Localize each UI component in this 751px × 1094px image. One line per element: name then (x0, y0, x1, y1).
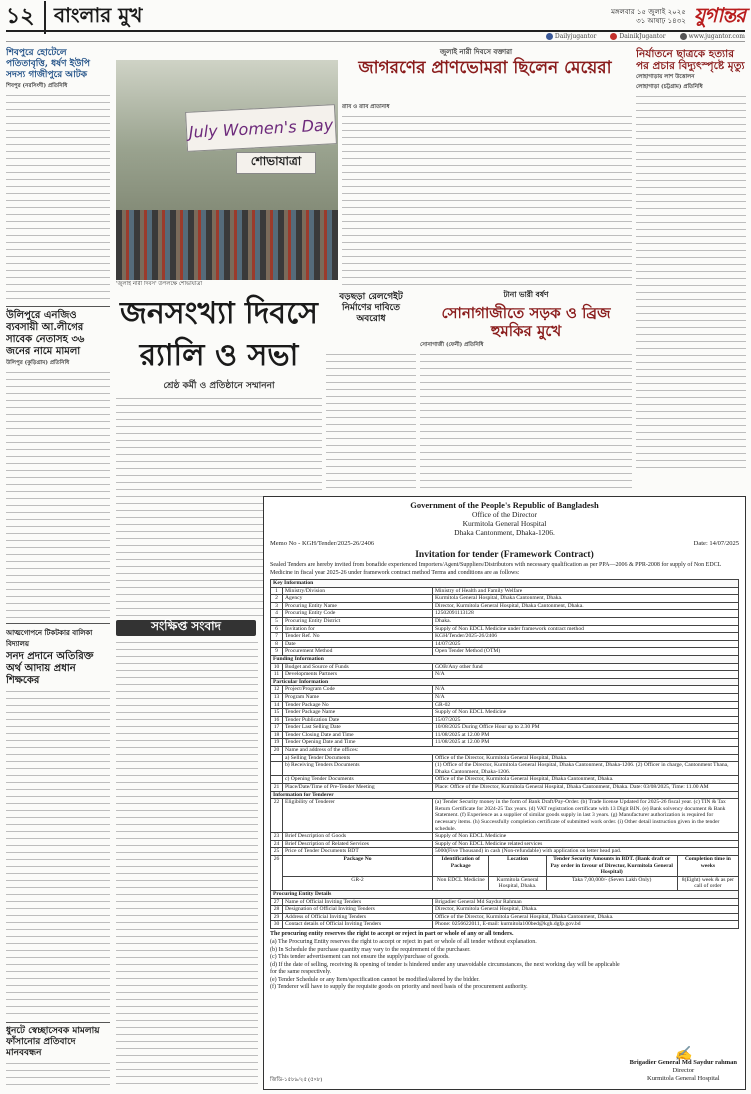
story-women-kicker: জুলাই নারী দিবসে বক্তারা (439, 47, 512, 56)
notice-intro: Sealed Tenders are hereby invited from bonafide experienced Importers/Agent/Suppliers/Distributors with necessary qualification as per PPA—2006 & PPR-2008 for supply of Non EDCL Medicine in fiscal year 2025-26 under framework contract method Terms and conditions are as follows: (270, 562, 722, 576)
women-day-photo (116, 60, 338, 280)
notice-term: (d) If the date of selling, receiving & opening of tender is hindered under any unavoidable circumstances, the next working day will be applicable for the same respectively. (270, 961, 620, 976)
story-dhunat-title[interactable]: ধুনটে স্বেচ্ছাসেবক মামলায় ফাঁসানোর প্রতিবাদে মানববন্ধন (6, 1026, 100, 1058)
notice-term: (b) In Schedule the purchase quantity may vary to the requirement of the purchaser. (270, 946, 471, 953)
table-row: 22 Eligibility of Tenderer (a) Tender Security money in the form of Bank Draft/Pay-Order. (b) Trade license Updated for 2025-26 fiscal year. (c) TIN & Tax Return Certificate for 2024-25 Tax years. (d) VAT registration certificate with 13 Digit BIN. (e) Bank solvency document & Bank Statement. (f) Experience as a supplier of similar goods supply in last 3 years. (g) Manufacturer authorization is required for necessary items. (h) Successfully completion certificate of submitted work order. (i) Other detail instruction given in the tender schedule. (271, 799, 739, 833)
notice-date: Date: 14/07/2025 (693, 540, 739, 547)
section-particular: Particular Information (271, 678, 739, 686)
page-number: ১২ (6, 2, 35, 29)
table-row: 9 Procurement Method Open Tender Method (OTM) (271, 648, 739, 656)
table-row: 4 Procuring Entity Code 12502091113128 (271, 610, 739, 618)
table-row: 11 Developments Partners N/A (271, 671, 739, 679)
signature-mark: ✍ (674, 1047, 693, 1062)
table-row: 23 Brief Description of Goods Supply of Non EDCL Medicine (271, 833, 739, 841)
notice-hospital: Kurmitola General Hospital (462, 519, 547, 528)
notice-address: Dhaka Cantonment, Dhaka-1206. (454, 528, 555, 537)
table-row: 18 Tender Closing Date and Time 11/08/2025 at 12.00 PM (271, 731, 739, 739)
section-title: বাংলার মুখ (44, 1, 142, 34)
globe-icon (680, 33, 687, 40)
section-tenderer: Information for Tenderer (271, 791, 739, 799)
story-ulipur-body (6, 370, 110, 620)
table-row: 5 Procuring Entity District Dhaka. (271, 617, 739, 625)
story-women-body (342, 104, 632, 290)
package-row: GR-2 Non EDCL Medicine Kurmitola General Hospital, Dhaka. Taka 7,00,000/- (Seven Lakh Only) 8(Eight) week & as per call of order (271, 876, 739, 890)
story-railgate-body (326, 352, 416, 492)
sig-org: Kurmitola General Hospital (647, 1075, 720, 1082)
date-gregorian: মঙ্গলবার ১৫ জুলাই ২০২৫ (611, 8, 686, 16)
table-row: 2 Agency Kurmitola General Hospital, Dhaka Cantonment, Dhaka. (271, 595, 739, 603)
tender-notice (263, 496, 746, 1090)
table-row: 13 Program Name N/A (271, 693, 739, 701)
notice-memo: Memo No - KGH/Tender/2025-26/2406 (270, 540, 375, 547)
section-funding: Funding Information (271, 655, 739, 663)
table-row: 20 Name and address of the offices: (271, 747, 739, 755)
story-dhunat-body (6, 1061, 110, 1090)
table-row: 21 Place/Date/Time of Pre-Tender Meeting Place: Office of the Director, Kurmitola General Hospital, Dhaka Cantonment, Dhaka. Date: 03/08/2025, Time: 11.00 AM (271, 784, 739, 792)
table-row: 30 Contact details of Official Inviting Tenders Phone: 0256622011, E-mail: kurmitola100bed@kgh.dgfp.gov.bd (271, 921, 739, 929)
story-shibpur-body (6, 93, 110, 303)
brief-news-body (116, 640, 258, 1088)
sig-name: Brigadier General Md Saydur rahman (629, 1059, 737, 1066)
story-sonagazi-title[interactable]: সোনাগাজীতে সড়ক ও ব্রিজ হুমকির মুখে (441, 304, 611, 340)
notice-office: Office of the Director (471, 510, 538, 519)
social-bar (6, 32, 745, 42)
notice-govt: Government of the People's Republic of Bangladesh (410, 500, 599, 510)
story-lohagara-byline: লোহাগাড়া (চট্টগ্রাম) প্রতিনিধি (636, 84, 703, 90)
story-sonagazi-body (420, 352, 632, 492)
brief-news-header: সংক্ষিপ্ত সংবাদ (116, 620, 256, 636)
notice-term: (a) The Procuring Entity reserves the right to accept or reject in part or whole of all tender without explanation. (270, 939, 537, 946)
story-shibpur-title[interactable]: শিবপুরে হোটেলে পতিতাবৃত্তি, ধর্ষণ ইউপি সদস্য গাজীপুরে আটক (6, 48, 91, 80)
story-lohagara-sub: লোহাগাড়ায় লাশ উত্তোলন (636, 74, 695, 80)
notice-code: জিডি-১৫৮৯/২৫ (৫×৮) (270, 1077, 323, 1083)
table-row: 17 Tender Last Selling Date 10/08/2025 During Office Hour up to 2.30 PM (271, 724, 739, 732)
photo-caption: 'জুলাই নারী দিবস' উপলক্ষে শোভাযাত্রা (116, 281, 203, 287)
story-shibpur-byline: শিবপুর (নরসিংদী) প্রতিনিধি (6, 83, 68, 89)
notice-title: Invitation for tender (Framework Contract) (415, 550, 594, 560)
story-certificate-title[interactable]: সনদ প্রদানে অতিরিক্ত অর্থ আদায় প্রধান শিক্ষকের (6, 651, 94, 686)
notice-term: (f) Tenderer will have to supply the requisite goods on priority and need basis of the procurement authority. (270, 984, 528, 991)
newspaper-logo: যুগান্তর (693, 2, 745, 27)
table-row: 27 Name of Official Inviting Tenders Brigadier General Md Saydur Rahman (271, 898, 739, 906)
table-row: 14 Tender Package No GR-02 (271, 701, 739, 709)
table-row: 1 Ministry/Division Ministry of Health and Family Welfare (271, 587, 739, 595)
notice-term: (e) Tender Schedule or any Item/specification cannot be modified/altered by the bidder. (270, 976, 480, 983)
table-row: 8 Date 14/07/2025 (271, 640, 739, 648)
story-sonagazi-byline: সোনাগাজী (ফেনী) প্রতিনিধি (420, 342, 484, 348)
package-header: 26 Package No Identification of Package Location Tender Security Amounts in BDT. (Bank draft or Pay order in favour of Director, Kurmitola General Hospital) Completion time in weeks (271, 855, 739, 876)
photo-banner-2: শোভাযাত্রা (236, 152, 316, 174)
date-bangla: ৩১ আষাঢ় ১৪৩২ (636, 17, 686, 25)
youtube-icon (610, 33, 617, 40)
youtube-link[interactable]: DainikJugantor (610, 33, 665, 40)
table-row: 6 Invitation for Supply of Non EDCL Medicine under framework contract method (271, 625, 739, 633)
story-sonagazi-kicker: টানা ভারী বর্ষণ (503, 290, 549, 299)
table-row: 7 Tender Ref. No KGH/Tender/2025-26/2406 (271, 633, 739, 641)
section-procuring: Procuring Entity Details (271, 890, 739, 898)
big-headline-sub: শ্রেষ্ঠ কর্মী ও প্রতিষ্ঠানে সম্মাননা (163, 381, 275, 391)
table-row: a) Selling Tender Documents Office of the Director, Kurmitola General Hospital, Dhaka. (271, 754, 739, 762)
table-row: 10 Budget and Source of Funds GOB/Any other fund (271, 663, 739, 671)
sig-role: Director (672, 1067, 695, 1074)
story-women-byline: রাবি ও রাবি প্রতিনিধি (342, 104, 390, 110)
story-railgate-title[interactable]: বড়ছড়া রেলগেইট নির্মাণের দাবিতে অবরোধ (339, 292, 403, 324)
facebook-link[interactable]: Dailyjugantor (546, 33, 597, 40)
notice-terms (270, 939, 739, 992)
photo-banner: July Women's Day (185, 104, 337, 152)
notice-term: (c) This tender advertisement can not ensure the supply/purchase of goods. (270, 954, 450, 961)
table-row: 15 Tender Package Name Supply of Non EDCL Medicine (271, 709, 739, 717)
table-row: 24 Brief Description of Related Services Supply of Non EDCL Medicine related services (271, 840, 739, 848)
story-lohagara-body (636, 94, 746, 474)
issue-date (611, 8, 686, 26)
story-school-kicker: আত্মগোপনে টিকটকার বালিকা বিদ্যালয় (6, 628, 93, 648)
table-row: 16 Tender Publication Date 15/07/2025 (271, 716, 739, 724)
story-ulipur-title[interactable]: উলিপুরে এনজিও ব্যবসায়ী আ.লীগের সাবেক নেতাসহ ৩৬ জনের নামে মামলা (6, 310, 85, 357)
website-link[interactable]: www.jugantor.com (680, 33, 745, 40)
table-row: 25 Price of Tender Documents BDT 5000(Five Thousand) in cash (Non-refundable) with application on letter head pad. (271, 848, 739, 856)
section-key-info: Key Information (271, 580, 739, 588)
notice-table (270, 579, 739, 929)
story-ulipur-byline: উলিপুর (কুড়িগ্রাম) প্রতিনিধি (6, 360, 70, 366)
big-headline-line1[interactable]: জনসংখ্যা দিবসে (120, 296, 318, 331)
women-day-headline-area (340, 56, 630, 104)
table-row: 19 Tender Opening Date and Time 11/08/2025 at 12.00 PM (271, 739, 739, 747)
facebook-icon (546, 33, 553, 40)
table-row: 3 Procuring Entity Name Director, Kurmitola General Hospital, Dhaka Cantonment, Dhaka. (271, 602, 739, 610)
table-row: c) Opening Tender Documents Office of the Director, Kurmitola General Hospital, Dhaka Cantonment, Dhaka. (271, 776, 739, 784)
table-row: 29 Address of Official Inviting Tenders Office of the Director, Kurmitola General Hospital, Dhaka Cantonment, Dhaka. (271, 913, 739, 921)
story-certificate-body (6, 689, 110, 1019)
notice-signature (629, 1047, 737, 1083)
left-column (6, 46, 110, 1090)
big-headline-line2[interactable]: র‍্যালি ও সভা (139, 338, 299, 373)
story-women-headline[interactable]: জাগরণের প্রাণভোমরা ছিলেন মেয়েরা (358, 58, 612, 78)
table-row: b) Receiving Tenders Documents (1) Office of the Director, Kurmitola General Hospital, Dhaka Cantonment, Dhaka-1206. (2) Officer in charge, Cantonment Thana, Dhaka Cantonment, Dhaka-1206. (271, 762, 739, 776)
right-column (636, 46, 746, 492)
page-header (6, 4, 745, 32)
table-row: 28 Designation of Official Inviting Tenders Director, Kurmitola General Hospital, Dhaka. (271, 906, 739, 914)
story-lohagara-title[interactable]: নির্যাতনে ছাত্রকে হত্যার পর প্রচার বিদ্যুৎস্পৃষ্টে মৃত্যু (636, 48, 745, 72)
notice-reserve: The procuring entity reserves the right to accept or reject in part or whole of any or all tenders. (270, 930, 514, 937)
table-row: 12 Project/Program Code N/A (271, 686, 739, 694)
